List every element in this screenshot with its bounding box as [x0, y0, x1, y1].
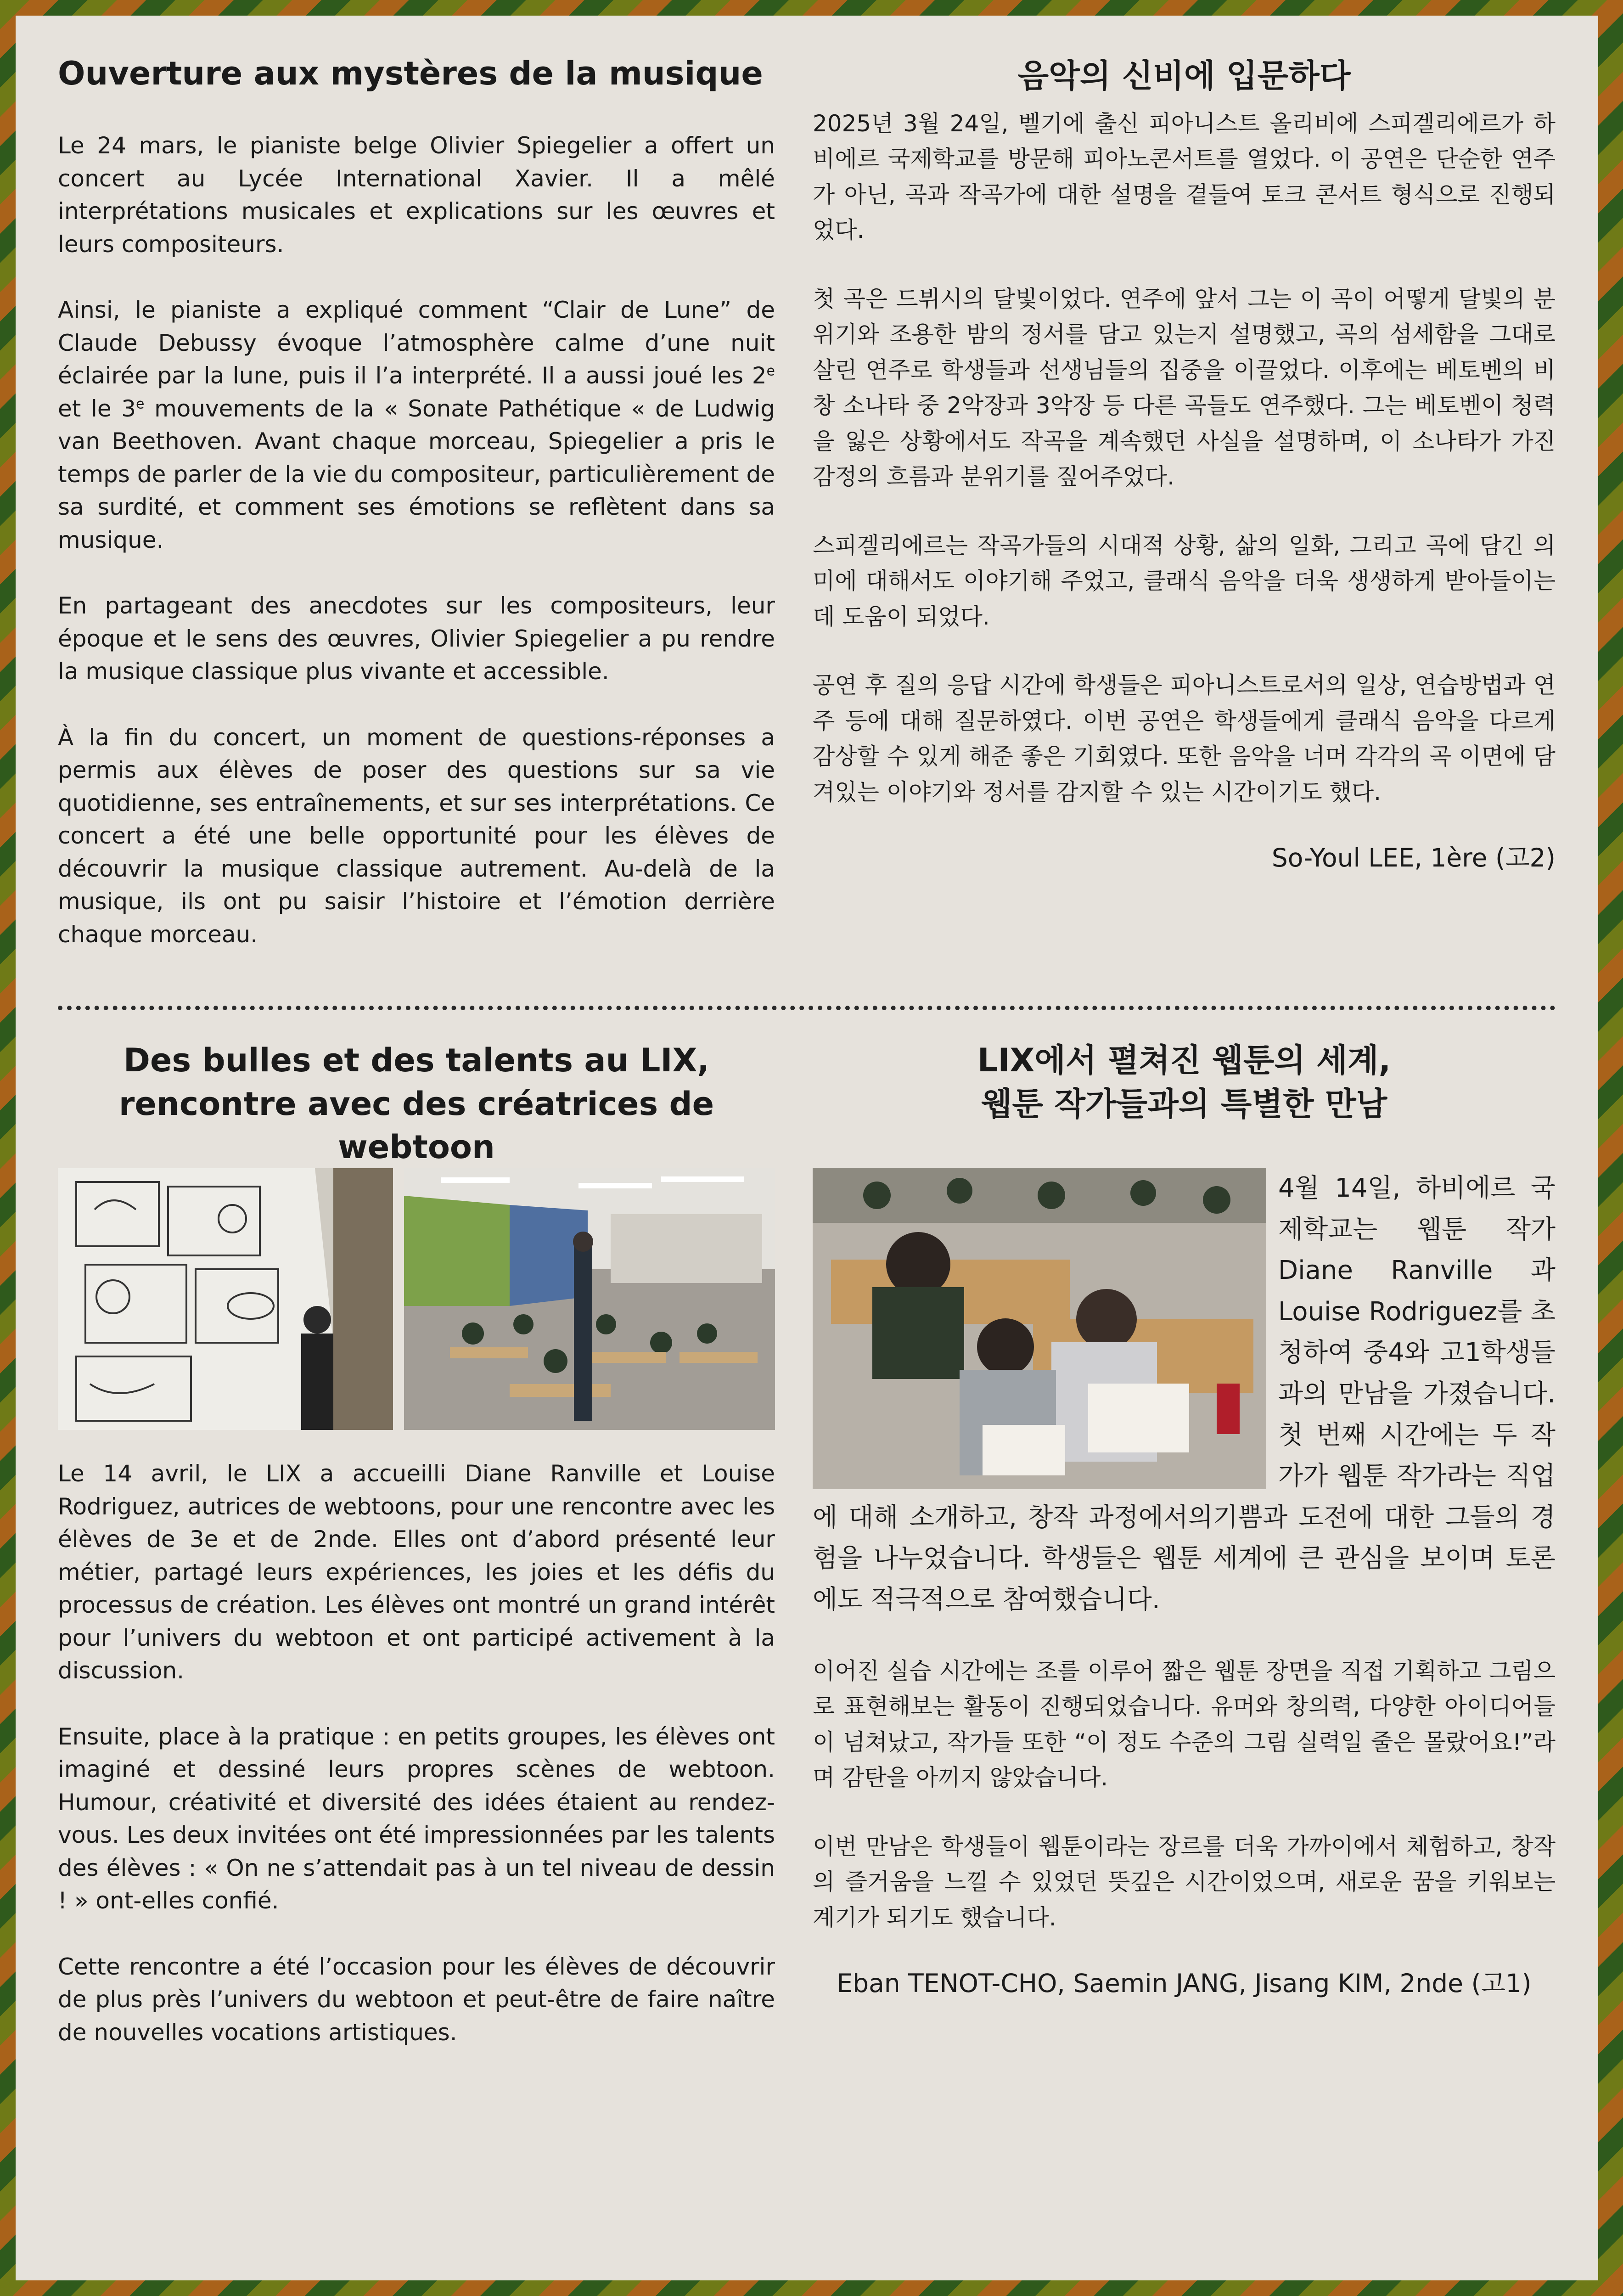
article-webtoon-kr [813, 1039, 1556, 1999]
section-divider [58, 1006, 1556, 1010]
paragraph: 2025년 3월 24일, 벨기에 출신 피아니스트 올리비에 스피겔리에르가 하비에르 국제학교를 방문해 피아노콘서트를 열었다. 이 공연은 단순한 연주가 아닌, 곡과 작곡가에 대한 설명을 곁들여 토크 콘서트 형식으로 진행되었다. [813, 110, 1556, 243]
paragraph: À la fin du concert, un moment de questions-réponses a permis aux élèves de poser des questions sur sa vie quotidienne, ses entraînements, et sur ses interprétations. Ce concert a été une belle opportunité pour les élèves de découvrir la musique classique autrement. Au-delà de la musique, ils ont pu saisir l’histoire et l’émotion derrière chaque morceau. [58, 724, 775, 948]
article-webtoon-fr [58, 1458, 775, 2082]
article-concert-kr [813, 54, 1556, 874]
author-signature: So-Youl LEE, 1ère (고2) [1271, 843, 1556, 872]
article-concert-kr-title: 음악의 신비에 입문하다 [1017, 57, 1351, 95]
paragraph: Ensuite, place à la pratique : en petits groupes, les élèves ont imaginé et dessiné leurs propres scènes de webtoon. Humour, créativité et diversité des idées étaient au rendez-vous. Les deux invitées ont été impressionnées par les talents des élèves : « On ne s’attendait pas à un tel niveau de dessin ! » ont-elles confié. [58, 1723, 775, 1914]
article-concert-fr-title: Ouverture aux mystères de la musique [58, 55, 763, 92]
paragraph: 이어진 실습 시간에는 조를 이루어 짧은 웹툰 장면을 직접 기획하고 그림으로 표현해보는 활동이 진행되었습니다. 유머와 창의력, 다양한 아이디어들이 넘쳐났고, 작가들 또한 “이 정도 수준의 그림 실력일 줄은 몰랐어요!”라며 감탄을 아끼지 않았습니다. [813, 1657, 1556, 1791]
photo-students-drawing [813, 1168, 1266, 1489]
paragraph: En partageant des anecdotes sur les compositeurs, leur époque et le sens des œuvres, Olivier Spiegelier a pu rendre la musique classique plus vivante et accessible. [58, 592, 775, 685]
article-webtoon-fr-title: Des bulles et des talents au LIX, rencontre avec des créatrices de webtoon [118, 1041, 714, 1166]
paragraph: 이번 만남은 학생들이 웹툰이라는 장르를 더욱 가까이에서 체험하고, 창작의 즐거움을 느낄 수 있었던 뜻깊은 시간이었으며, 새로운 꿈을 키워보는 계기가 되기도 했습니다. [813, 1833, 1556, 1931]
newsletter-page [16, 16, 1598, 2280]
article-webtoon-fr-header [58, 1039, 775, 1169]
paragraph: 스피겔리에르는 작곡가들의 시대적 상황, 삶의 일화, 그리고 곡에 담긴 의미에 대해서도 이야기해 주었고, 클래식 음악을 더욱 생생하게 받아들이는 데 도움이 되었다. [813, 532, 1556, 630]
article-webtoon-kr-title: LIX에서 펼쳐진 웹툰의 세계, 웹툰 작가들과의 특별한 만남 [977, 1041, 1391, 1123]
photo-classroom-webtoon [404, 1168, 775, 1430]
paragraph: Le 14 avril, le LIX a accueilli Diane Ranville et Louise Rodriguez, autrices de webtoons, pour une rencontre avec les élèves de 3e et de 2nde. Elles ont d’abord présenté leur métier, partagé leurs expériences, les joies et les défis du processus de création. Les élèves ont montré un grand intérêt pour l’univers du webtoon et ont participé activement à la discussion. [58, 1460, 775, 1684]
paragraph: 첫 곡은 드뷔시의 달빛이었다. 연주에 앞서 그는 이 곡이 어떻게 달빛의 분위기와 조용한 밤의 정서를 담고 있는지 설명했고, 곡의 섬세함을 그대로 살린 연주로 학생들과 선생님들의 집중을 이끌었다. 이후에는 베토벤의 비창 소나타 중 2악장과 3악장 등 다른 곡들도 연주했다. 그는 베토벤이 청력을 잃은 상황에서도 작곡을 계속했던 사실을 설명하며, 이 소나타가 가진 감정의 흐름과 분위기를 짚어주었다. [813, 285, 1556, 490]
photo-whiteboard-webtoon [58, 1168, 393, 1430]
article-concert-fr [58, 54, 775, 984]
paragraph: Cette rencontre a été l’occasion pour les élèves de découvrir de plus près l’univers du webtoon et peut-être de faire naître de nouvelles vocations artistiques. [58, 1953, 775, 2046]
paragraph: Ainsi, le pianiste a expliqué comment “Clair de Lune” de Claude Debussy évoque l’atmosphère calme d’une nuit éclairée par la lune, puis il l’a interprété. Il a aussi joué les 2e et le 3e mouvements de la « Sonate Pathétique « de Ludwig van Beethoven. Avant chaque morceau, Spiegelier a pris le temps de parler de la vie du compositeur, particulièrement de sa surdité, et comment ses émotions se reflètent dans sa musique. [58, 297, 775, 553]
paragraph: 공연 후 질의 응답 시간에 학생들은 피아니스트로서의 일상, 연습방법과 연주 등에 대해 질문하였다. 이번 공연은 학생들에게 클래식 음악을 다르게 감상할 수 있게 해준 좋은 기회였다. 또한 음악을 너머 각각의 곡 이면에 담겨있는 이야기와 정서를 감지할 수 있는 시간이기도 했다. [813, 672, 1556, 805]
author-signature: Eban TENOT-CHO, Saemin JANG, Jisang KIM, 2nde (고1) [837, 1969, 1532, 1998]
paragraph: Le 24 mars, le pianiste belge Olivier Spiegelier a offert un concert au Lycée International Xavier. Il a mêlé interprétations musicales et explications sur les œuvres et leurs compositeurs. [58, 132, 775, 258]
paragraph: 4월 14일, 하비에르 국제학교는 웹툰 작가 Diane Ranville 과 Louise Rodriguez를 초청하여 중4와 고1학생들과의 만남을 가졌습니다. 첫 번째 시간에는 두 작가가 웹툰 작가라는 직업에 대해 소개하고, 창작 과정에서의기쁨과 도전에 대한 그들의 경험을 나누었습니다. 학생들은 웹툰 세계에 큰 관심을 보이며 토론에도 적극적으로 참여했습니다. [813, 1173, 1556, 1615]
